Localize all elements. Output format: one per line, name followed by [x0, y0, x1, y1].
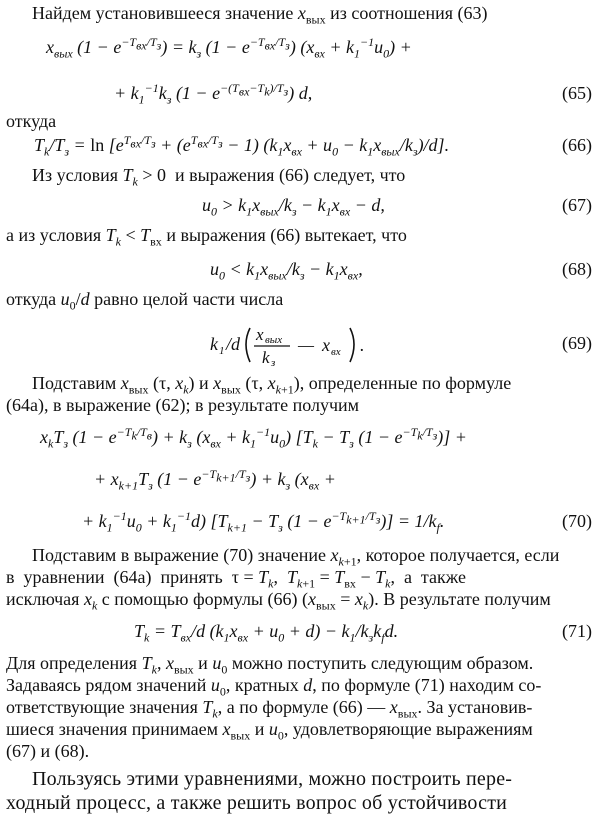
text-line-otkuda: [6, 110, 592, 132]
svg-text:вых: вых: [265, 334, 283, 346]
svg-text:x: x: [322, 335, 330, 355]
text-line-final-1: [6, 768, 592, 790]
text-line-determination-1: [6, 652, 592, 677]
text-line-determination-5: [6, 740, 592, 762]
equation-70-line-b: [6, 466, 592, 492]
equation-67: [6, 192, 592, 218]
equation-number-66: (66): [562, 135, 592, 155]
text-determination-1: Для определения $T_k$, $x_{вых}$ и $u_0$ можно поступить следующим образом.: [6, 653, 534, 677]
text-line-substitute-70-2: [6, 566, 592, 591]
text-final-2: ходный процесс, а также решить вопрос об устойчивости: [6, 792, 508, 814]
text-otkuda: откуда: [6, 111, 57, 131]
equation-65-b-body: + $k_1^{-1}k_з$ $(1 - e^{-(T_{вх}-T_k)/T_з})$ d,: [114, 81, 313, 107]
equation-66: [6, 132, 592, 158]
text-line-determination-3: [6, 696, 592, 721]
equation-68-body: $u_0 < k_1x_{вых}/k_з - k_1x_{вх}$,: [210, 259, 363, 283]
text-substitute-2: (64а), в выражение (62); в результате получим: [6, 395, 360, 415]
text-line-integer-part: [6, 288, 592, 313]
text-line-determination-2: [6, 674, 592, 699]
text-determination-2: Задаваясь рядом значений $u_0$, кратных d, по формуле (71) находим со-: [6, 675, 542, 699]
text-determination-5: (67) и (68).: [6, 741, 90, 761]
equation-number-68: (68): [562, 259, 592, 279]
equation-65-line-a: [6, 34, 592, 60]
text-line-condition-2: [6, 224, 592, 249]
equation-number-70: (70): [562, 511, 592, 531]
equation-65-a-body: $x_{вых}$ $(1 - e^{-T_{вх}/T_з}) = k_з$ $(1 - e^{-T_{вх}/T_з})$ $(x_{вх} + k_1^{-1}u_0)$ +: [46, 35, 412, 61]
equation-number-69: (69): [562, 333, 592, 353]
text-substitute-70-2: в уравнении (64а) принять $\tau = T_k$, $T_{k+1} = T_{вх} - T_k$, а также: [6, 567, 466, 591]
text-line-final-2: [6, 792, 592, 814]
svg-text:k: k: [262, 348, 270, 366]
equation-70-line-a: [6, 424, 592, 450]
equation-65-line-b: [6, 80, 592, 106]
equation-71-body: $T_k = T_{вх}/d$ $(k_1x_{вх} + u_0 + d) - k_1/k_зk_fd$.: [134, 621, 399, 645]
equation-67-body: $u_0 > k_1x_{вых}/k_з - k_1x_{вх} - d$,: [202, 195, 385, 219]
text-substitute-1: Подставим $x_{вых}$ (τ, $x_k$) и $x_{вых}$ (τ, $x_{k+1}$), определенные по формуле: [32, 373, 512, 397]
equation-68: [6, 256, 592, 282]
svg-text:x: x: [256, 325, 264, 344]
text-line-substitute-70-1: [6, 544, 592, 569]
text-find-steady: Найдем установившееся значение $x_{вых}$ из соотношения (63): [32, 3, 488, 27]
text-integer-part: откуда $u_0/d$ равно целой части числа: [6, 289, 284, 313]
text-line-1: [6, 2, 592, 27]
svg-text:1: 1: [219, 345, 225, 357]
text-condition-2: а из условия $T_k < T_{вх}$ и выражения (66) вытекает, что: [6, 225, 407, 249]
text-line-determination-4: [6, 718, 592, 743]
text-condition-1: Из условия $T_k > 0$ и выражения (66) следует, что: [32, 165, 406, 189]
svg-text:/d: /d: [226, 334, 241, 354]
text-line-substitute-70-3: [6, 588, 592, 613]
text-line-substitute-1: [6, 372, 592, 397]
text-substitute-70-1: Подставим в выражение (70) значение $x_{k+1}$, которое получается, если: [32, 545, 560, 569]
text-determination-3: ответствующие значения $T_k$, а по формуле (66) — $x_{вых}$. За установив-: [6, 697, 533, 721]
svg-text:k: k: [210, 334, 218, 354]
text-substitute-70-3: исключая $x_k$ с помощью формулы (66) $(x_{вых} = x_k)$. В результате получим: [6, 589, 551, 613]
equation-69-svg: [210, 322, 400, 366]
equation-71: [6, 618, 592, 644]
svg-text:вх: вх: [331, 346, 341, 358]
equation-69: [6, 322, 592, 366]
equation-70-a-body: $x_kT_з$ $(1 - e^{-T_k/T_в}) + k_з$ $(x_{вх} + k_1^{-1}u_0) [T_k - T_з$ $(1 - e^{-T_k/T_з})$] +: [40, 425, 467, 451]
equation-70-c-body: + $k_1^{-1}u_0 + k_1^{-1}d$) [$T_{k+1} - T_з$ $(1 - e^{-T_{k+1}/T_з})] = 1/k_f$.: [82, 509, 445, 535]
text-determination-4: шиеся значения принимаем $x_{вых}$ и $u_0$, удовлетворяющие выражениям: [6, 719, 533, 743]
text-line-substitute-2: [6, 394, 592, 416]
equation-70-line-c: [6, 508, 592, 534]
svg-text:.: .: [360, 335, 365, 355]
equation-70-b-body: + $x_{k+1}T_з$ $(1 - e^{-T_{k+1}/T_з}) + k_з$ ($x_{вх}$ +: [94, 467, 336, 493]
svg-text:—: —: [298, 335, 315, 355]
text-final-1: Пользуясь этими уравнениями, можно построить пере-: [32, 768, 513, 790]
text-line-condition-1: [6, 164, 592, 189]
equation-69-body: [210, 322, 400, 373]
svg-text:з: з: [271, 357, 276, 366]
equation-66-body: $T_k/T_з = \ln [e^{T_{вх}/T_з} + (e^{T_{вх}/T_з} - 1) (k_1x_{вх} + u_0 - k_1x_{вых}/k_з)/d]$.: [34, 133, 450, 159]
equation-number-71: (71): [562, 621, 592, 641]
equation-number-67: (67): [562, 195, 592, 215]
equation-number-65: (65): [562, 83, 592, 103]
